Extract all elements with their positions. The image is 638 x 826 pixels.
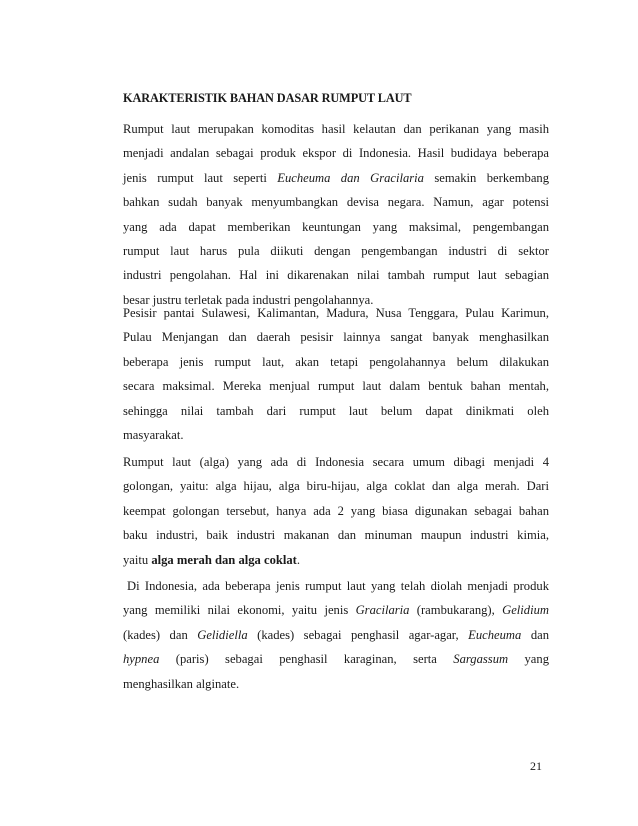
text-line (123, 503, 549, 519)
text-line (123, 194, 549, 210)
text-run: golongan, yaitu: alga hijau, alga biru-hijau, alga coklat dan alga merah. Dari (123, 479, 549, 494)
text-run: (kades) dan (123, 627, 198, 642)
text-run: Pulau Menjangan dan daerah pesisir lainnya sangat banyak menghasilkan (123, 330, 549, 345)
text-run: Di Indonesia, ada beberapa jenis rumput laut yang telah diolah menjadi produk (127, 579, 549, 593)
text-line (123, 552, 549, 568)
italic-term: Gracilaria (355, 603, 410, 618)
text-run: sehingga nilai tambah dari rumput laut belum dapat dinikmati oleh (123, 403, 549, 418)
text-line (123, 145, 549, 161)
text-line (123, 170, 549, 186)
italic-term: Eucheuma (468, 627, 522, 642)
text-line (123, 378, 549, 394)
text-line (123, 676, 549, 692)
text-line (123, 121, 549, 137)
text-run: jenis rumput laut seperti (123, 170, 278, 185)
italic-term: Gelidiella (197, 627, 248, 642)
text-line (123, 478, 549, 494)
text-line (123, 427, 549, 443)
bold-text: alga merah dan alga coklat (151, 552, 297, 567)
text-run: (kades) sebagai penghasil agar-agar, (247, 627, 469, 642)
text-run: (rambukarang), (409, 603, 503, 618)
text-run: beberapa jenis rumput laut, akan tetapi pengolahannya belum dilakukan (123, 354, 549, 369)
text-run: secara maksimal. Mereka menjual rumput laut dalam bentuk bahan mentah, (123, 379, 549, 394)
text-run: . (296, 552, 301, 567)
text-line (123, 403, 549, 419)
text-run: Rumput laut merupakan komoditas hasil kelautan dan perikanan yang masih (123, 122, 549, 136)
text-run: yang ada dapat memberikan keuntungan yang maksimal, pengembangan (123, 219, 549, 234)
text-line (123, 651, 549, 667)
text-run: semakin berkembang (423, 170, 550, 185)
text-line (123, 329, 549, 345)
text-run: baku industri, baik industri makanan dan minuman maupun industri kimia, (123, 528, 549, 543)
text-line (123, 602, 549, 618)
text-line (123, 305, 549, 321)
text-run: yaitu (123, 552, 152, 567)
text-run: keempat golongan tersebut, hanya ada 2 yang biasa digunakan sebagai bahan (123, 503, 549, 518)
italic-term: Gelidium (502, 603, 549, 618)
text-run: yang memiliki nilai ekonomi, yaitu jenis (123, 603, 356, 618)
italic-term: Sargassum (453, 652, 509, 667)
text-line (123, 267, 549, 283)
italic-term: hypnea (123, 652, 160, 667)
text-run: rumput laut harus pula diikuti dengan pengembangan industri di sektor (123, 244, 549, 258)
text-line (123, 354, 549, 370)
italic-term: Eucheuma dan Gracilaria (277, 170, 424, 185)
text-line (123, 527, 549, 543)
text-line (123, 219, 549, 235)
text-run: besar justru terletak pada industri pengolahannya. (123, 292, 374, 307)
text-run: (paris) sebagai penghasil karaginan, serta (159, 652, 454, 667)
text-line (123, 627, 549, 643)
text-run: industri pengolahan. Hal ini dikarenakan nilai tambah rumput laut sebagian (123, 268, 549, 283)
text-run: menghasilkan alginate. (123, 676, 240, 691)
text-run: yang (508, 652, 549, 667)
text-run: dan (521, 627, 549, 642)
text-run: masyarakat. (123, 428, 184, 442)
section-heading: KARAKTERISTIK BAHAN DASAR RUMPUT LAUT (123, 91, 412, 105)
text-run: Rumput laut (alga) yang ada di Indonesia secara umum dibagi menjadi 4 (123, 455, 549, 469)
text-line (127, 578, 549, 594)
page-number: 21 (530, 759, 542, 773)
text-run: Pesisir pantai Sulawesi, Kalimantan, Madura, Nusa Tenggara, Pulau Karimun, (123, 306, 549, 320)
text-line (123, 454, 549, 470)
text-run: menjadi andalan sebagai produk ekspor di Indonesia. Hasil budidaya beberapa (123, 146, 549, 161)
text-line (123, 243, 549, 259)
text-run: bahkan sudah banyak menyumbangkan devisa negara. Namun, agar potensi (123, 195, 549, 210)
